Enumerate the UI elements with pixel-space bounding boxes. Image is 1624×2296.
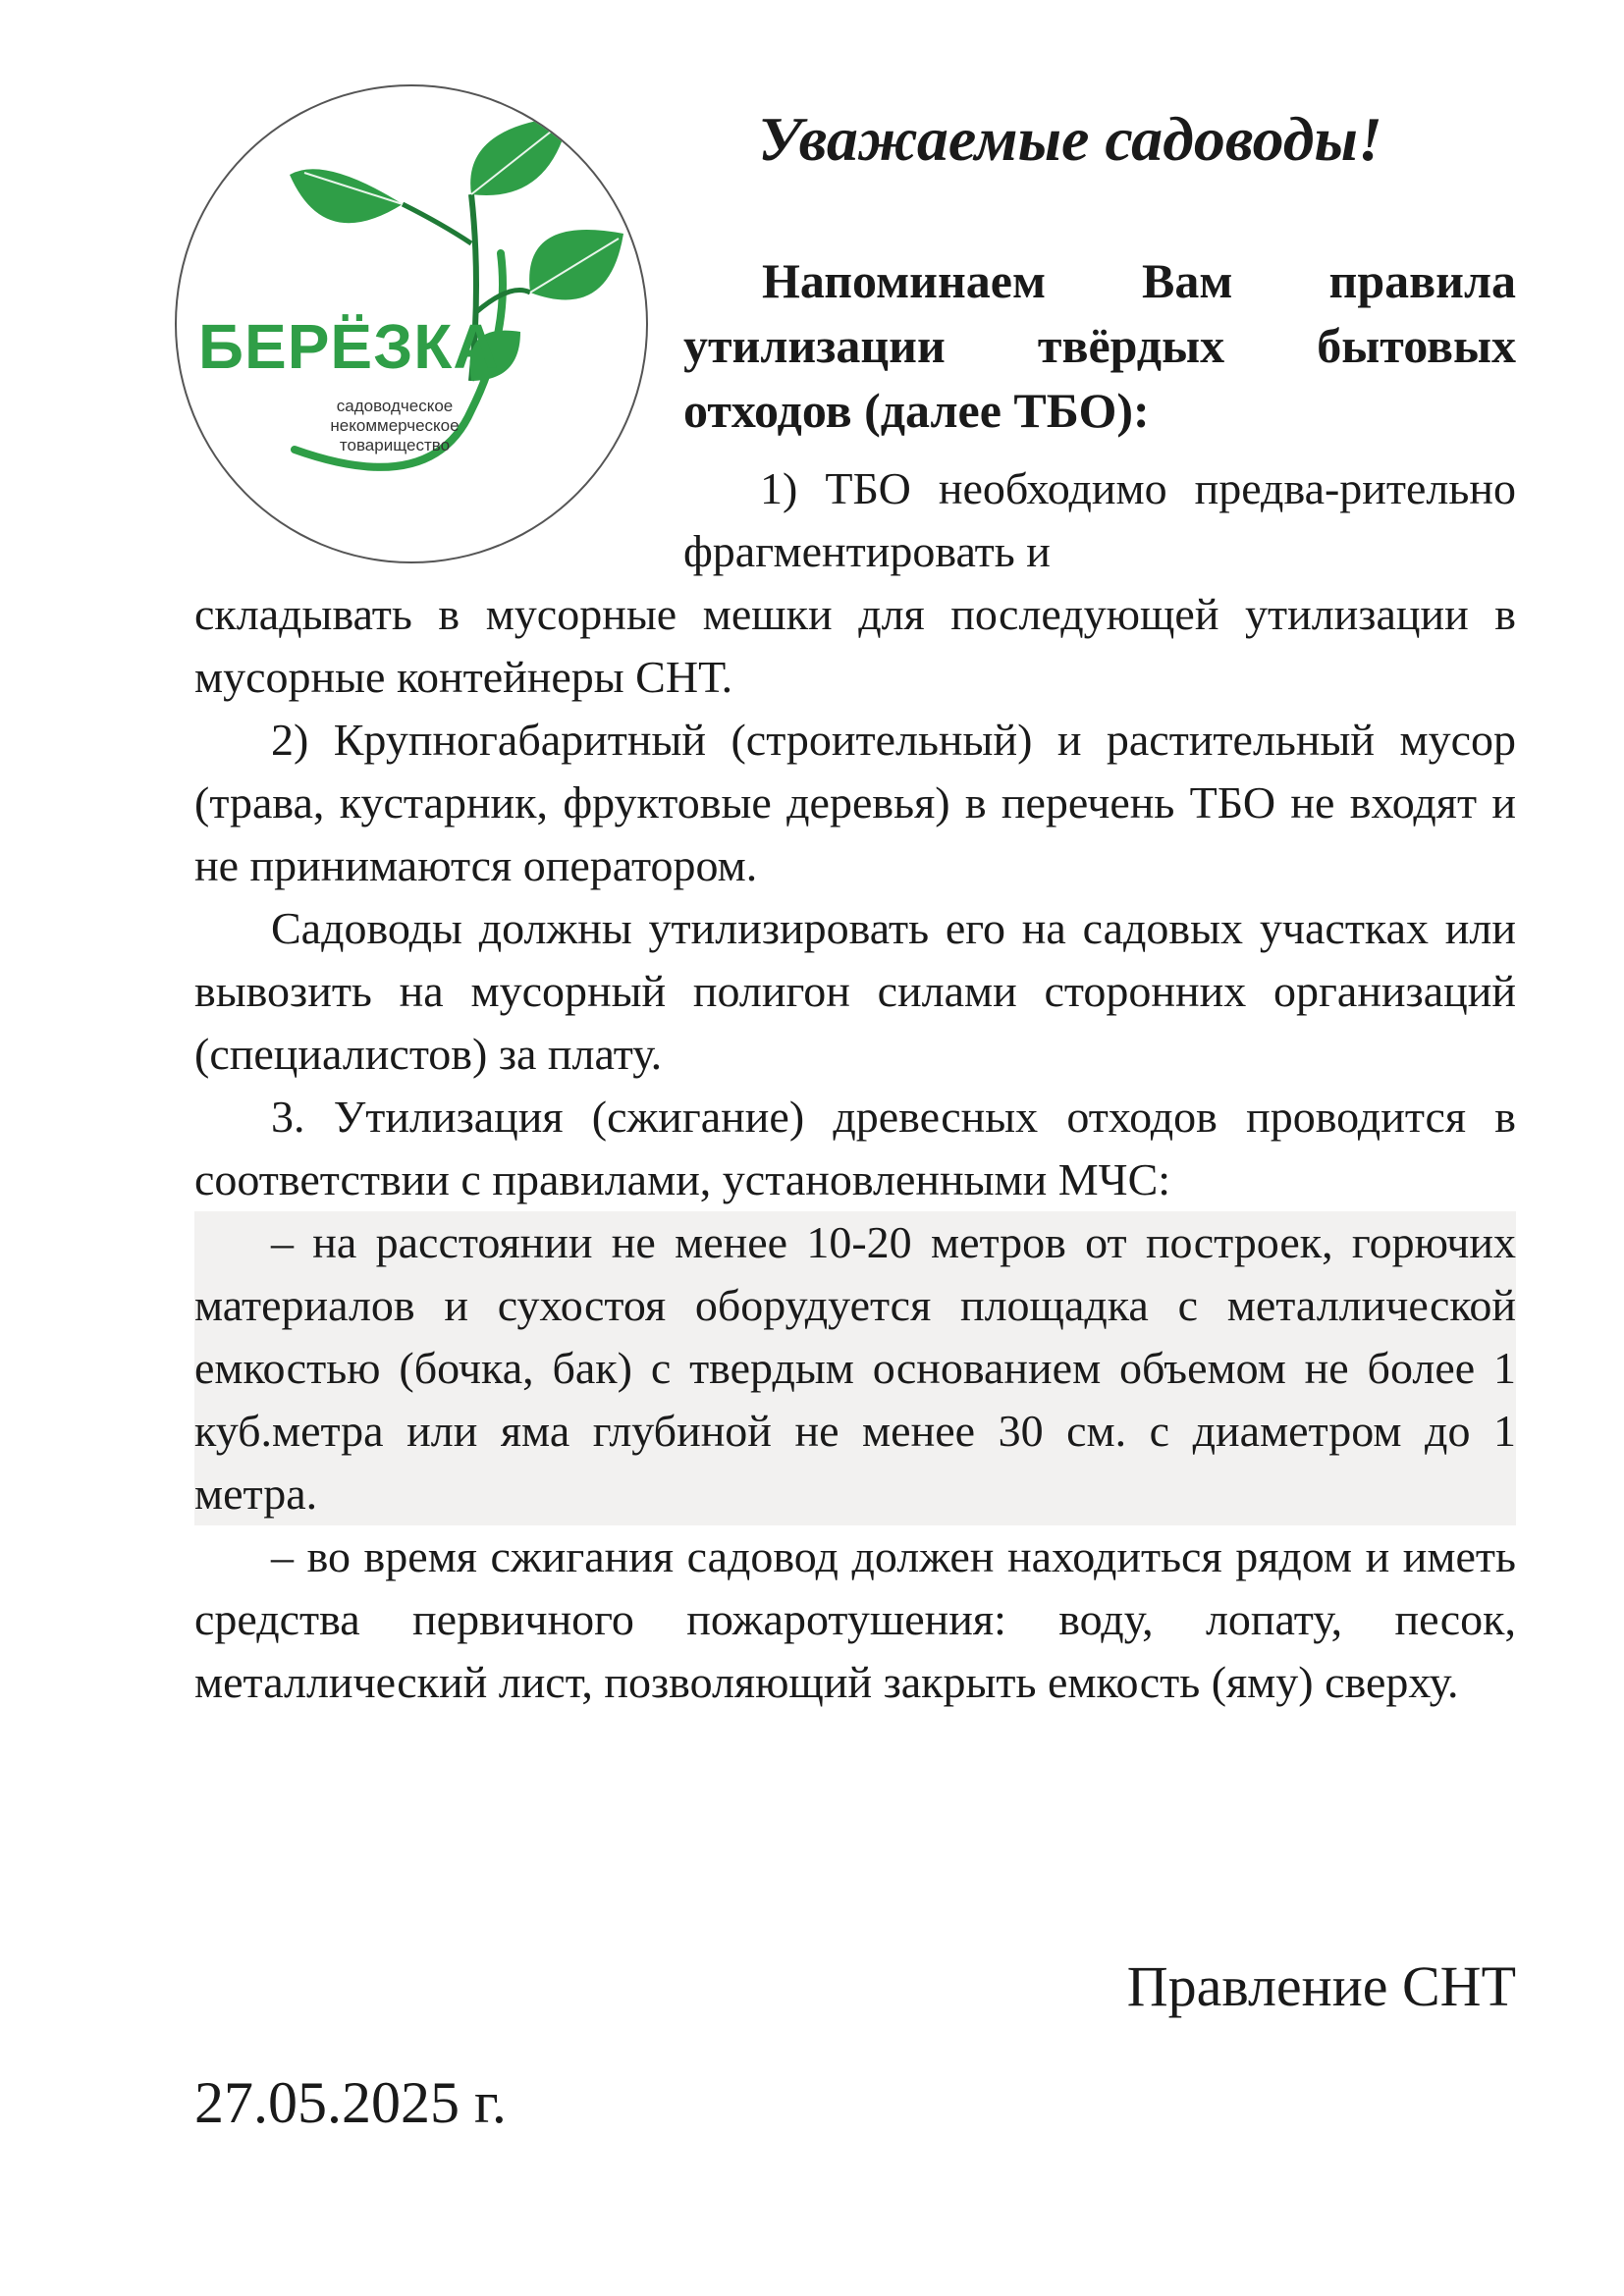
signature: Правление СНТ [1126, 1954, 1516, 2018]
rule-3-item-2: – во время сжигания садовод должен находиться рядом и иметь средства первичного пожаротушения: воду, лопату, песок, металлический лист, позволяющий закрыть емкость (яму) сверху. [194, 1531, 1516, 1707]
rule-2-note: Садоводы должны утилизировать его на садовых участках или вывозить на мусорный полигон силами сторонних организаций (специалистов) за плату. [194, 903, 1516, 1079]
logo-subtitle [297, 397, 493, 455]
page-title: Уважаемые садоводы! [758, 104, 1382, 174]
logo-subtitle-line: некоммерческое [330, 416, 460, 435]
rule-1-top [683, 457, 1516, 583]
logo-subtitle-line: садоводческое [336, 397, 454, 415]
logo-subtitle-line: товарищество [339, 436, 451, 454]
rule-2: 2) Крупногабаритный (строительный) и растительный мусор (трава, кустарник, фруктовые деревья) в перечень ТБО не входят и не принимаются оператором. [194, 715, 1516, 890]
rule-3-item-1: – на расстоянии не менее 10-20 метров от построек, горючих материалов и сухостоя оборудуется площадка с металлической емкостью (бочка, бак) с твердым основанием объемом не более 1 куб.метра или яма глубиной не менее 30 см. с диаметром до 1 метра. [194, 1211, 1516, 1525]
date: 27.05.2025 г. [194, 2070, 507, 2135]
notice-heading [683, 248, 1516, 443]
logo [175, 84, 648, 563]
notice-body [194, 583, 1516, 1714]
rule-1-top-text: 1) ТБО необходимо предва-рительно фрагментировать и [683, 463, 1516, 576]
rule-1-rest: складывать в мусорные мешки для последующей утилизации в мусорные контейнеры СНТ. [194, 589, 1516, 702]
logo-name: БЕРЁЗКА [198, 311, 500, 382]
heading-text: Напоминаем Вам правила утилизации твёрдых бытовых отходов (далее ТБО): [683, 253, 1516, 438]
rule-3: 3. Утилизация (сжигание) древесных отходов проводится в соответствии с правилами, установленными МЧС: [194, 1092, 1516, 1204]
